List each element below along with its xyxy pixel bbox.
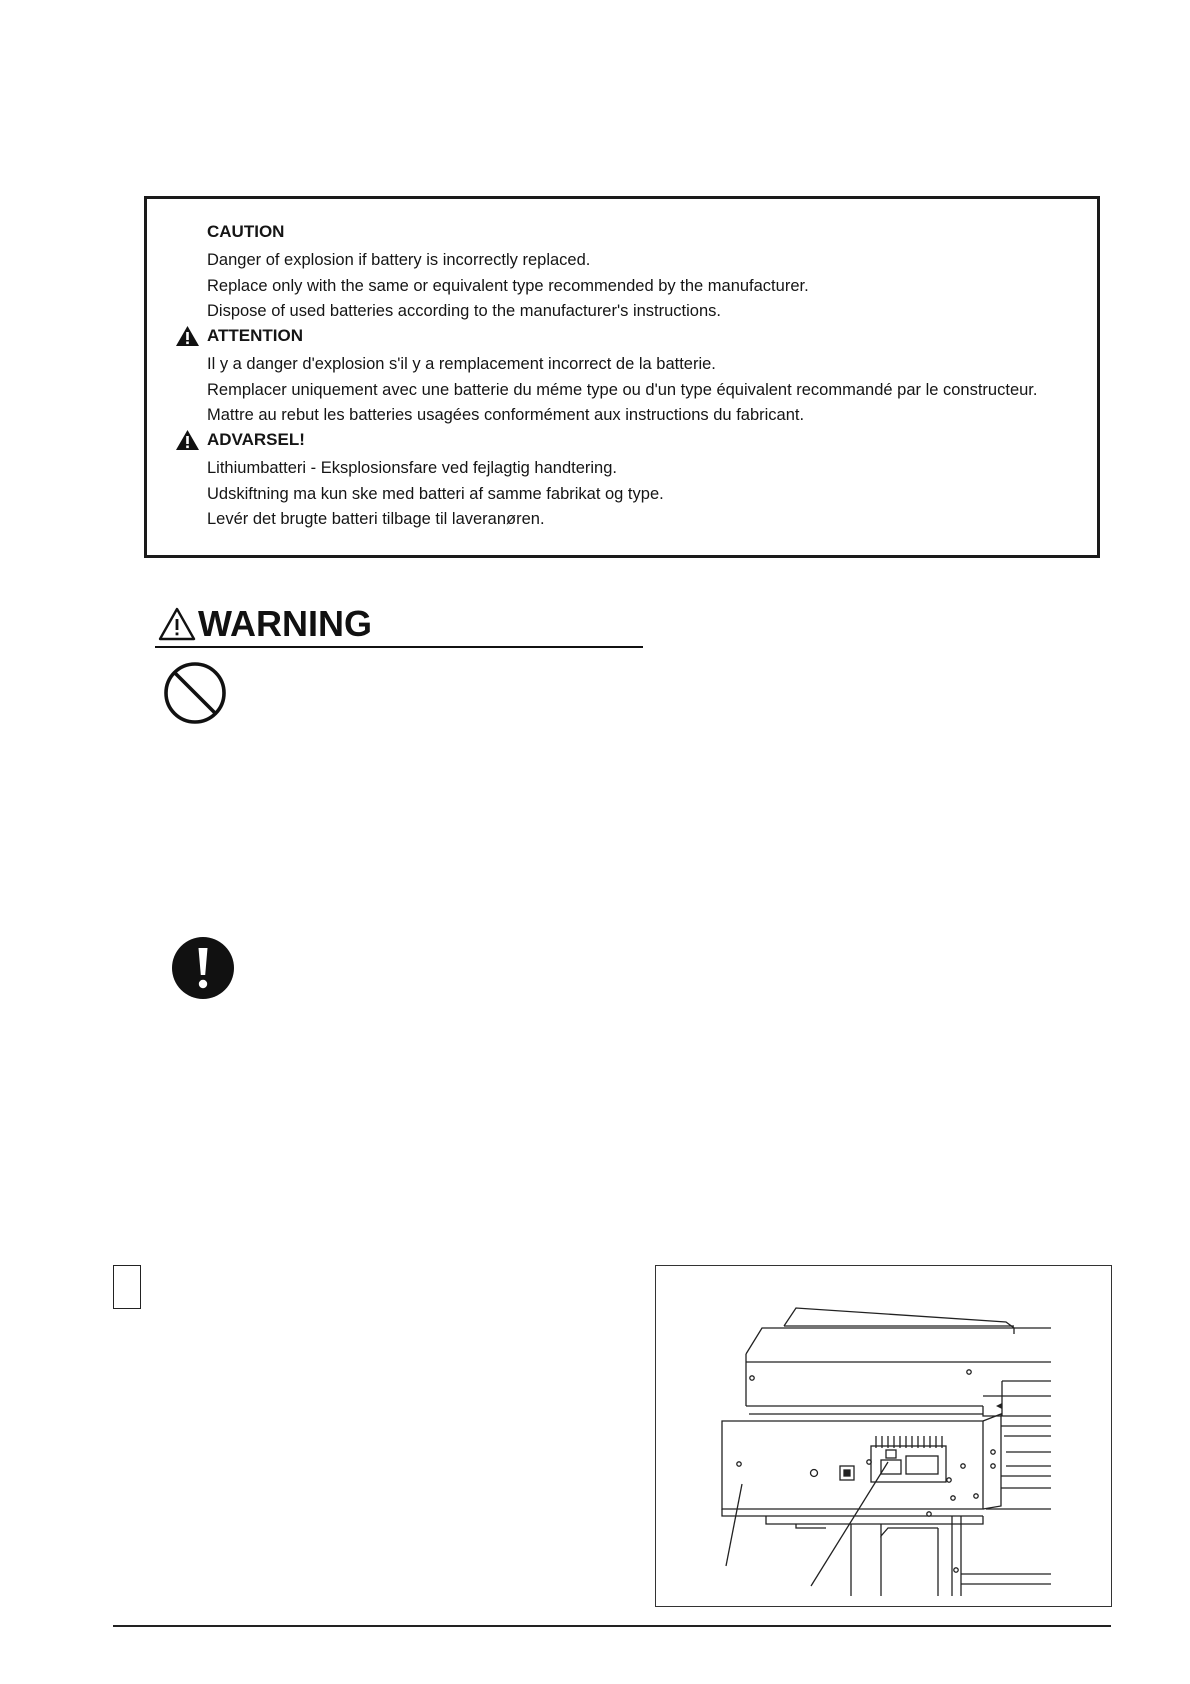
- attention-line-3: Mattre au rebut les batteries usagées conformément aux instructions du fabricant.: [207, 406, 805, 424]
- warning-title: WARNING: [198, 603, 372, 644]
- advarsel-line-2: Udskiftning ma kun ske med batteri af samme fabrikat og type.: [207, 485, 664, 503]
- prohibited-icon: [162, 660, 228, 726]
- footer-rule: [113, 1625, 1111, 1627]
- printer-rear-view-illustration: [656, 1266, 1113, 1608]
- step-number-box: [113, 1265, 141, 1309]
- caution-heading: CAUTION: [207, 222, 285, 241]
- warning-heading: [158, 602, 372, 646]
- advarsel-line-3: Levér det brugte batteri tilbage til laveranøren.: [207, 510, 545, 528]
- attention-line-1: Il y a danger d'explosion s'il y a remplacement incorrect de la batterie.: [207, 355, 716, 373]
- warning-triangle-icon: [158, 606, 196, 642]
- attention-heading: ATTENTION: [207, 326, 304, 345]
- advarsel-heading: ADVARSEL!: [207, 430, 305, 449]
- caution-line-3: Dispose of used batteries according to the manufacturer's instructions.: [207, 302, 721, 320]
- caution-line-2: Replace only with the same or equivalent type recommended by the manufacturer.: [207, 277, 809, 295]
- mandatory-action-icon: [170, 935, 236, 1001]
- warning-underline: [155, 646, 643, 648]
- advarsel-line-1: Lithiumbatteri - Eksplosionsfare ved fejlagtig handtering.: [207, 459, 617, 477]
- caution-line-1: Danger of explosion if battery is incorrectly replaced.: [207, 251, 591, 269]
- printer-rear-figure: [655, 1265, 1112, 1607]
- warning-triangle-icon: [175, 429, 200, 451]
- attention-line-2: Remplacer uniquement avec une batterie du méme type ou d'un type équivalent recommandé par le constructeur.: [207, 381, 1038, 399]
- warning-triangle-icon: [175, 325, 200, 347]
